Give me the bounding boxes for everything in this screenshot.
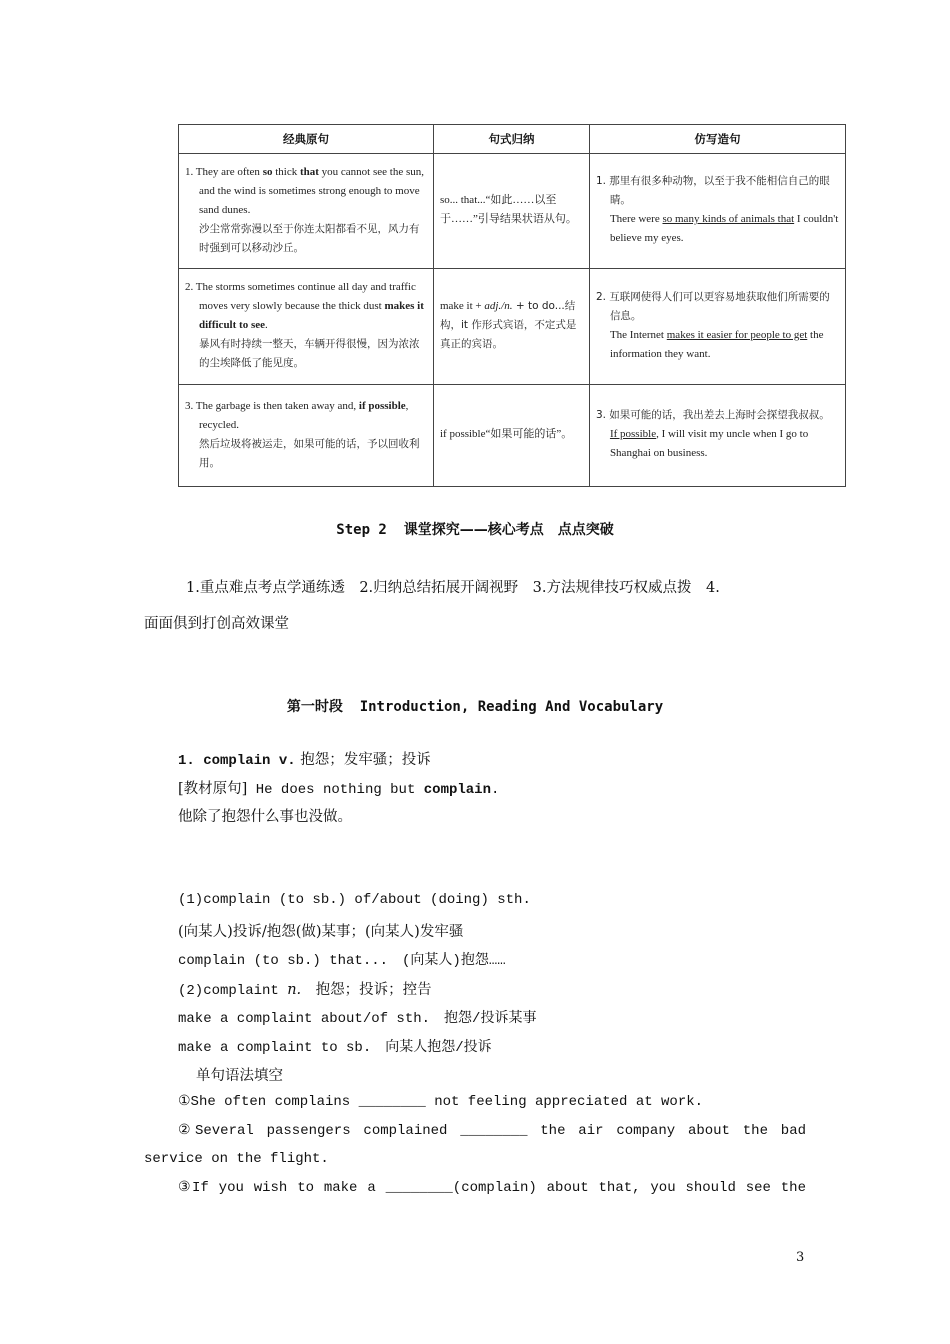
usage-note-2: complain (to sb.) that... (向某人)抱怨…… [178,953,506,969]
exercise-question-3: ③If you wish to make a ________(complain) about that, you should see the [178,1180,806,1196]
step2-heading: Step 2 课堂探究——核心考点 点点突破 [336,522,614,538]
original-chinese: 然后垃圾将被运走，如果可能的话，予以回收利用。 [199,437,420,469]
exercise-question-2-cont: service on the flight. [144,1151,329,1167]
pattern-text: make it + adj./n. + to do...结构，it 作形式宾语，不定式是真正的宾语。 [439,300,577,350]
page-number: 3 [796,1250,805,1265]
textbook-source-sentence: [教材原句] He does nothing but complain. [178,781,500,798]
usage-note-4: make a complaint about/of sth. 抱怨/投诉某事 [178,1011,537,1027]
pattern-text: if possible“如果可能的话”。 [439,428,573,440]
pattern-cell [433,385,589,487]
table-row [179,385,846,487]
step2-description-line2: 面面俱到打创高效课堂 [144,616,289,632]
imitation-english: There were so many kinds of animals that I couldn't believe my eyes. [609,213,839,244]
header-pattern-summary: 句式归纳 [433,125,589,154]
entry-heading: 1. complain v. 抱怨；发牢骚；投诉 [178,752,431,769]
original-english: 2. The storms sometimes continue all day and traffic moves very slowly because the thick dust makes it difficult to see. [185,281,424,331]
imitation-cell [589,385,845,487]
pattern-text: so... that...“如此……以至于……”引导结果状语从句。 [439,194,577,225]
original-chinese: 沙尘常常弥漫以至于你连太阳都看不见，风力有时强到可以移动沙丘。 [199,222,420,254]
usage-note-1-cn: (向某人)投诉/抱怨(做)某事；(向某人)发牢骚 [178,924,464,940]
original-cell [179,385,434,487]
header-imitation: 仿写造句 [589,125,845,154]
source-translation: 他除了抱怨什么事也没做。 [178,809,352,825]
usage-note-5: make a complaint to sb. 向某人抱怨/投诉 [178,1040,492,1056]
table-row [179,154,846,269]
imitation-chinese: 1. 那里有很多种动物，以至于我不能相信自己的眼睛。 [595,175,830,206]
sentence-pattern-table [178,124,846,487]
imitation-english: If possible, I will visit my uncle when I go to Shanghai on business. [609,428,809,459]
imitation-cell [589,269,845,385]
step2-description-line1: 1.重点难点考点学通练透 2.归纳总结拓展开阔视野 3.方法规律技巧权威点拨 4. [186,580,720,596]
exercise-question-1: ①She often complains ________ not feeling appreciated at work. [178,1094,704,1110]
original-cell [179,269,434,385]
imitation-english: The Internet makes it easier for people to get the information they want. [609,328,824,360]
exercise-title: 单句语法填空 [196,1068,283,1084]
usage-note-1: (1)complain (to sb.) of/about (doing) sth. [178,892,531,908]
original-chinese: 暴风有时持续一整天，车辆开得很慢，因为浓浓的尘埃降低了能见度。 [199,338,420,369]
exercise-question-2: ②Several passengers complained ________ the air company about the bad [178,1123,806,1139]
imitation-chinese: 2. 互联网使得人们可以更容易地获取他们所需要的信息。 [595,290,830,322]
usage-note-3: (2)complaint n. 抱怨；投诉；控告 [178,982,432,999]
original-english: 3. The garbage is then taken away and, if possible, recycled. [185,399,409,431]
table-row [179,269,846,385]
original-english: 1. They are often so thick that you cannot see the sun, and the wind is sometimes strong enough to move sand dunes. [185,165,425,216]
pattern-cell [433,269,589,385]
section-heading: 第一时段 Introduction, Reading And Vocabulary [286,699,664,715]
imitation-chinese: 3. 如果可能的话，我出差去上海时会探望我叔叔。 [595,409,830,421]
pattern-cell [433,154,589,269]
header-original-sentence: 经典原句 [179,125,434,154]
imitation-cell [589,154,845,269]
original-cell [179,154,434,269]
